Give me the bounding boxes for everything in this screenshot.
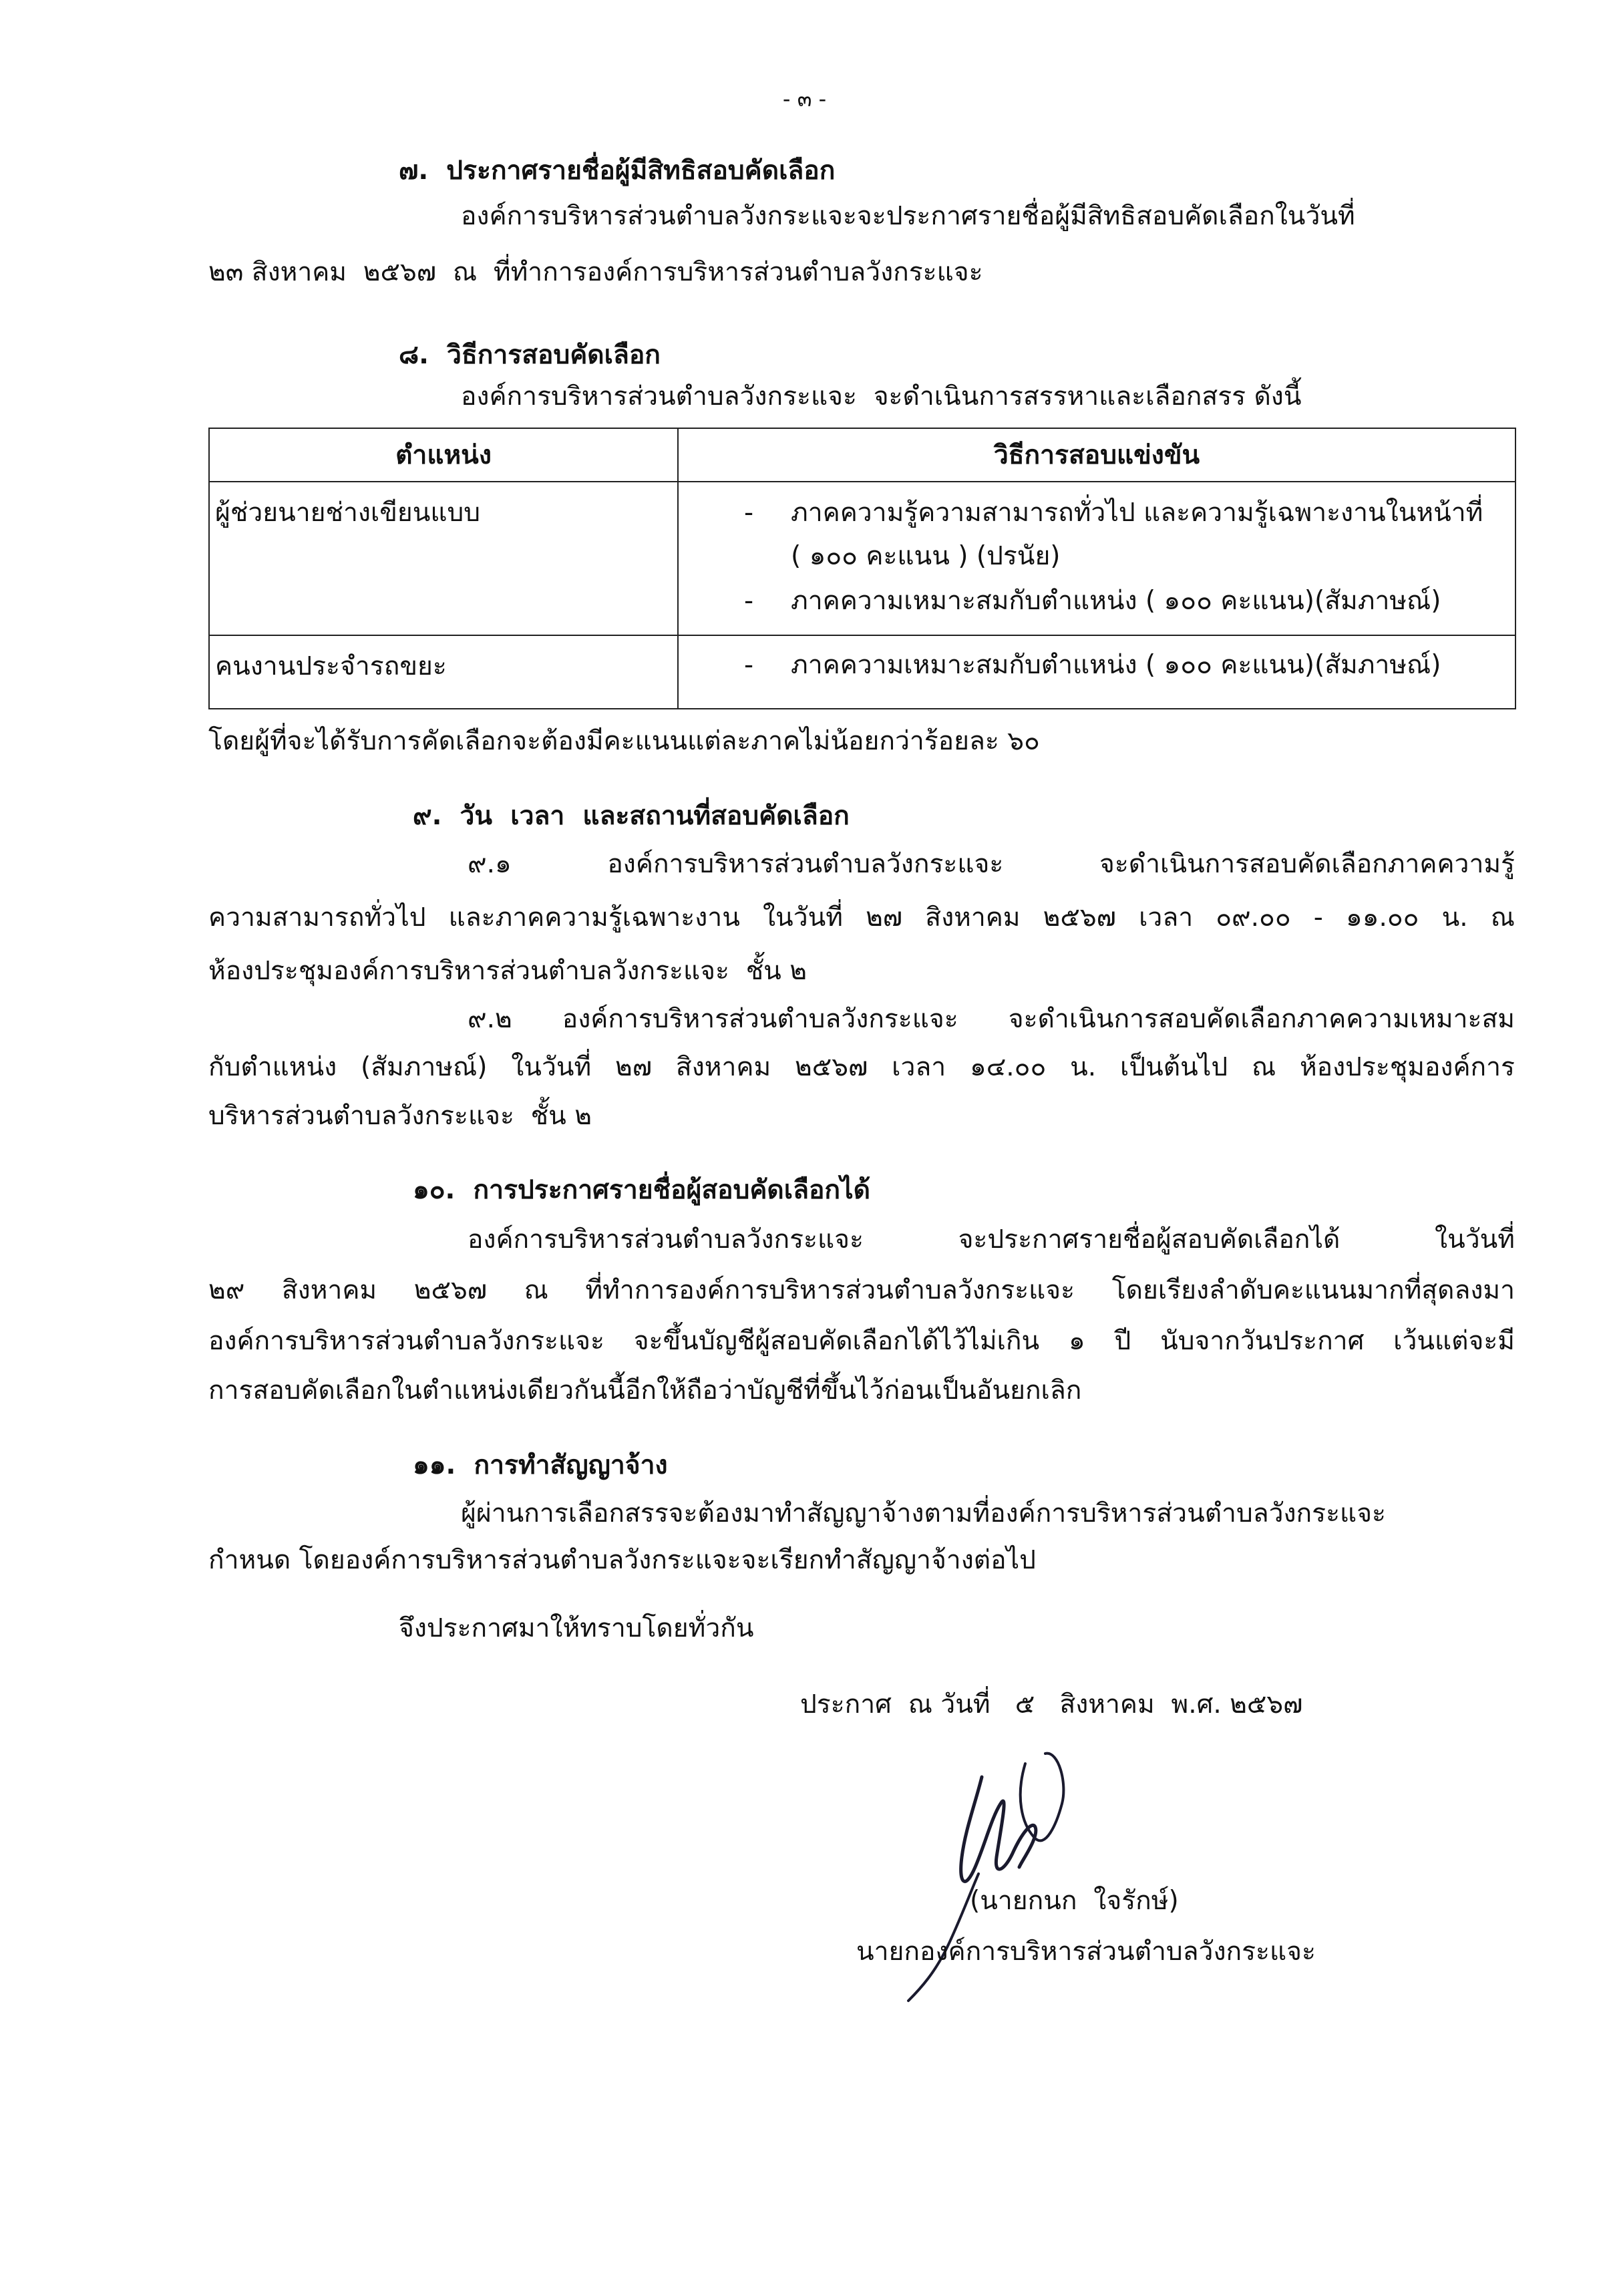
section10-line4: การสอบคัดเลือกในตำแหน่งเดียวกันนี้อีกให้ถือว่าบัญชีที่ขึ้นไว้ก่อนเป็นอันยกเลิก xyxy=(208,1375,1082,1406)
table-row2-method1: ภาคความเหมาะสมกับตำแหน่ง ( ๑๐๐ คะแนน)(สัมภาษณ์) xyxy=(791,650,1441,680)
section10-line3: องค์การบริหารส่วนตำบลวังกระแจะ จะขึ้นบัญชีผู้สอบคัดเลือกได้ไว้ไม่เกิน ๑ ปี นับจากวันประกาศ เว้นแต่จะมี xyxy=(208,1326,1515,1356)
section9-p2-line2: กับตำแหน่ง (สัมภาษณ์) ในวันที่ ๒๗ สิงหาคม ๒๕๖๗ เวลา ๑๔.๐๐ น. เป็นต้นไป ณ ห้องประชุมองค์การ xyxy=(208,1052,1515,1082)
table-row2-dash1: - xyxy=(744,650,754,680)
section9-p1-line1: ๙.๑ องค์การบริหารส่วนตำบลวังกระแจะ จะดำเนินการสอบคัดเลือกภาคความรู้ xyxy=(468,849,1515,879)
signer-name: (นายกนก ใจรักษ์) xyxy=(970,1886,1179,1916)
table-row1-dash2: - xyxy=(744,586,754,616)
page-number: - ๓ - xyxy=(782,86,827,112)
section8-note: โดยผู้ที่จะได้รับการคัดเลือกจะต้องมีคะแนนแต่ละภาคไม่น้อยกว่าร้อยละ ๖๐ xyxy=(208,726,1040,756)
table-row1-dash1: - xyxy=(744,498,754,528)
section10-heading: ๑๐. การประกาศรายชื่อผู้สอบคัดเลือกได้ xyxy=(413,1175,870,1205)
section11-line1: ผู้ผ่านการเลือกสรรจะต้องมาทำสัญญาจ้างตามที่องค์การบริหารส่วนตำบลวังกระแจะ xyxy=(461,1498,1386,1528)
table-row2-position: คนงานประจำรถขยะ xyxy=(215,651,447,681)
section9-p1-line2: ความสามารถทั่วไป และภาคความรู้เฉพาะงาน ในวันที่ ๒๗ สิงหาคม ๒๕๖๗ เวลา ๐๙.๐๐ - ๑๑.๐๐ น. ณ xyxy=(208,903,1515,933)
section7-body-line1: องค์การบริหารส่วนตำบลวังกระแจะจะประกาศรายชื่อผู้มีสิทธิสอบคัดเลือกในวันที่ xyxy=(461,201,1355,231)
table-row1-position: ผู้ช่วยนายช่างเขียนแบบ xyxy=(215,498,481,528)
signer-title: นายกองค์การบริหารส่วนตำบลวังกระแจะ xyxy=(856,1937,1316,1967)
section11-heading: ๑๑. การทำสัญญาจ้าง xyxy=(413,1450,668,1480)
announce-date: ประกาศ ณ วันที่ ๕ สิงหาคม พ.ศ. ๒๕๖๗ xyxy=(800,1689,1303,1719)
exam-method-table xyxy=(208,428,1516,709)
closing-text: จึงประกาศมาให้ทราบโดยทั่วกัน xyxy=(399,1613,754,1643)
section9-p1-line3: ห้องประชุมองค์การบริหารส่วนตำบลวังกระแจะ ชั้น ๒ xyxy=(208,956,807,986)
table-row1-method2: ภาคความเหมาะสมกับตำแหน่ง ( ๑๐๐ คะแนน)(สัมภาษณ์) xyxy=(791,586,1441,616)
section7-body-line2: ๒๓ สิงหาคม ๒๕๖๗ ณ ที่ทำการองค์การบริหารส่วนตำบลวังกระแจะ xyxy=(208,257,983,287)
section8-heading: ๘. วิธีการสอบคัดเลือก xyxy=(399,340,661,370)
section10-line2: ๒๙ สิงหาคม ๒๕๖๗ ณ ที่ทำการองค์การบริหารส่วนตำบลวังกระแจะ โดยเรียงลำดับคะแนนมากที่สุดลงมา xyxy=(208,1275,1515,1305)
section9-heading: ๙. วัน เวลา และสถานที่สอบคัดเลือก xyxy=(413,801,850,831)
section7-heading: ๗. ประกาศรายชื่อผู้มีสิทธิสอบคัดเลือก xyxy=(399,156,836,186)
section11-line2: กำหนด โดยองค์การบริหารส่วนตำบลวังกระแจะจะเรียกทำสัญญาจ้างต่อไป xyxy=(208,1545,1036,1575)
section8-intro: องค์การบริหารส่วนตำบลวังกระแจะ จะดำเนินการสรรหาและเลือกสรร ดังนี้ xyxy=(461,381,1302,412)
table-row1-method1-line1: ภาคความรู้ความสามารถทั่วไป และความรู้เฉพาะงานในหน้าที่ xyxy=(791,498,1483,528)
table-header-divider xyxy=(210,481,1515,482)
section9-p2-line1: ๙.๒ องค์การบริหารส่วนตำบลวังกระแจะ จะดำเนินการสอบคัดเลือกภาคความเหมาะสม xyxy=(468,1004,1515,1034)
section9-p2-line3: บริหารส่วนตำบลวังกระแจะ ชั้น ๒ xyxy=(208,1101,592,1131)
table-row-divider xyxy=(210,635,1515,636)
table-header-method: วิธีการสอบแข่งขัน xyxy=(993,440,1200,470)
table-row1-method1-line2: ( ๑๐๐ คะแนน ) (ปรนัย) xyxy=(791,541,1061,571)
section10-line1: องค์การบริหารส่วนตำบลวังกระแจะ จะประกาศรายชื่อผู้สอบคัดเลือกได้ ในวันที่ xyxy=(468,1224,1515,1255)
table-header-position: ตำแหน่ง xyxy=(395,440,492,470)
